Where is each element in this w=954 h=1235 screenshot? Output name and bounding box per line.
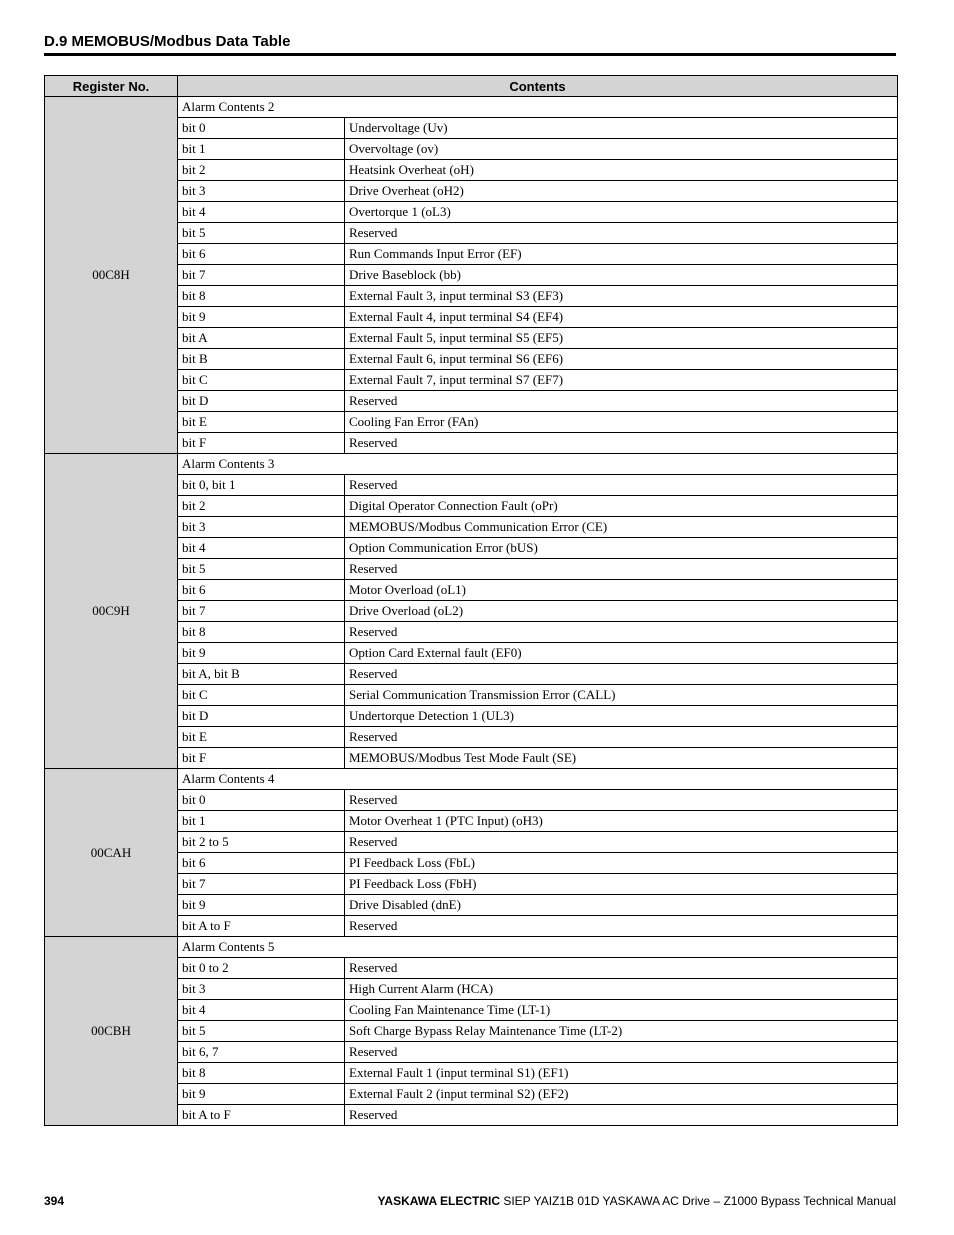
bit-cell: bit E	[178, 412, 345, 433]
description-cell: Cooling Fan Maintenance Time (LT-1)	[345, 1000, 898, 1021]
bit-cell: bit 8	[178, 286, 345, 307]
description-cell: Reserved	[345, 1042, 898, 1063]
description-cell: Drive Overload (oL2)	[345, 601, 898, 622]
bit-cell: bit 6	[178, 244, 345, 265]
description-cell: Reserved	[345, 727, 898, 748]
bit-cell: bit 0	[178, 118, 345, 139]
bit-cell: bit A to F	[178, 1105, 345, 1126]
bit-cell: bit 0, bit 1	[178, 475, 345, 496]
bit-cell: bit 3	[178, 181, 345, 202]
bit-cell: bit 7	[178, 601, 345, 622]
description-cell: Reserved	[345, 832, 898, 853]
bit-cell: bit 7	[178, 874, 345, 895]
section-title: D.9 MEMOBUS/Modbus Data Table	[44, 33, 896, 56]
bit-cell: bit 2 to 5	[178, 832, 345, 853]
description-cell: Option Card External fault (EF0)	[345, 643, 898, 664]
bit-cell: bit 8	[178, 1063, 345, 1084]
description-cell: External Fault 7, input terminal S7 (EF7)	[345, 370, 898, 391]
bit-cell: bit A, bit B	[178, 664, 345, 685]
bit-cell: bit 4	[178, 202, 345, 223]
description-cell: External Fault 6, input terminal S6 (EF6)	[345, 349, 898, 370]
bit-cell: bit 6, 7	[178, 1042, 345, 1063]
footer-manual-title	[378, 1194, 896, 1208]
description-cell: Reserved	[345, 958, 898, 979]
bit-cell: bit 3	[178, 979, 345, 1000]
description-cell: External Fault 3, input terminal S3 (EF3)	[345, 286, 898, 307]
bit-cell: bit 9	[178, 1084, 345, 1105]
description-cell: External Fault 1 (input terminal S1) (EF1)	[345, 1063, 898, 1084]
description-cell: Undervoltage (Uv)	[345, 118, 898, 139]
description-cell: PI Feedback Loss (FbH)	[345, 874, 898, 895]
table-group-title-row	[45, 937, 898, 958]
bit-cell: bit F	[178, 433, 345, 454]
description-cell: External Fault 2 (input terminal S2) (EF2)	[345, 1084, 898, 1105]
bit-cell: bit 4	[178, 1000, 345, 1021]
bit-cell: bit F	[178, 748, 345, 769]
bit-cell: bit 4	[178, 538, 345, 559]
bit-cell: bit A	[178, 328, 345, 349]
description-cell: Reserved	[345, 664, 898, 685]
footer-brand: YASKAWA ELECTRIC	[377, 1194, 500, 1208]
bit-cell: bit 0	[178, 790, 345, 811]
description-cell: Drive Baseblock (bb)	[345, 265, 898, 286]
bit-cell: bit E	[178, 727, 345, 748]
description-cell: Drive Overheat (oH2)	[345, 181, 898, 202]
description-cell: Run Commands Input Error (EF)	[345, 244, 898, 265]
bit-cell: bit 6	[178, 580, 345, 601]
description-cell: External Fault 4, input terminal S4 (EF4)	[345, 307, 898, 328]
table-header-row	[45, 76, 898, 97]
bit-cell: bit 5	[178, 559, 345, 580]
bit-cell: bit 2	[178, 496, 345, 517]
bit-cell: bit 5	[178, 223, 345, 244]
description-cell: Reserved	[345, 223, 898, 244]
table-group-title-row	[45, 454, 898, 475]
description-cell: Reserved	[345, 1105, 898, 1126]
description-cell: Motor Overload (oL1)	[345, 580, 898, 601]
page-number: 394	[44, 1194, 65, 1208]
alarm-contents-title: Alarm Contents 3	[178, 454, 898, 475]
description-cell: Undertorque Detection 1 (UL3)	[345, 706, 898, 727]
description-cell: Reserved	[345, 622, 898, 643]
description-cell: Reserved	[345, 916, 898, 937]
bit-cell: bit 2	[178, 160, 345, 181]
description-cell: Soft Charge Bypass Relay Maintenance Time (LT-2)	[345, 1021, 898, 1042]
description-cell: Reserved	[345, 475, 898, 496]
memobus-data-table	[44, 75, 898, 1126]
register-number-cell: 00CAH	[45, 769, 178, 937]
description-cell: Serial Communication Transmission Error (CALL)	[345, 685, 898, 706]
bit-cell: bit 1	[178, 811, 345, 832]
description-cell: Motor Overheat 1 (PTC Input) (oH3)	[345, 811, 898, 832]
description-cell: Cooling Fan Error (FAn)	[345, 412, 898, 433]
alarm-contents-title: Alarm Contents 4	[178, 769, 898, 790]
description-cell: External Fault 5, input terminal S5 (EF5)	[345, 328, 898, 349]
bit-cell: bit 3	[178, 517, 345, 538]
bit-cell: bit 6	[178, 853, 345, 874]
description-cell: Reserved	[345, 433, 898, 454]
description-cell: Reserved	[345, 391, 898, 412]
column-header-register: Register No.	[45, 76, 178, 97]
footer-manual-name: SIEP YAIZ1B 01D YASKAWA AC Drive – Z1000 Bypass Technical Manual	[503, 1194, 896, 1208]
table-group-title-row	[45, 769, 898, 790]
register-number-cell: 00CBH	[45, 937, 178, 1126]
table-body	[45, 97, 898, 1126]
bit-cell: bit A to F	[178, 916, 345, 937]
bit-cell: bit C	[178, 370, 345, 391]
register-number-cell: 00C8H	[45, 97, 178, 454]
description-cell: MEMOBUS/Modbus Communication Error (CE)	[345, 517, 898, 538]
description-cell: Reserved	[345, 790, 898, 811]
bit-cell: bit D	[178, 391, 345, 412]
bit-cell: bit 9	[178, 307, 345, 328]
description-cell: MEMOBUS/Modbus Test Mode Fault (SE)	[345, 748, 898, 769]
bit-cell: bit 9	[178, 643, 345, 664]
bit-cell: bit 9	[178, 895, 345, 916]
table-group-title-row	[45, 97, 898, 118]
description-cell: Option Communication Error (bUS)	[345, 538, 898, 559]
description-cell: Overtorque 1 (oL3)	[345, 202, 898, 223]
description-cell: PI Feedback Loss (FbL)	[345, 853, 898, 874]
register-number-cell: 00C9H	[45, 454, 178, 769]
description-cell: Drive Disabled (dnE)	[345, 895, 898, 916]
description-cell: Reserved	[345, 559, 898, 580]
bit-cell: bit 0 to 2	[178, 958, 345, 979]
description-cell: Digital Operator Connection Fault (oPr)	[345, 496, 898, 517]
alarm-contents-title: Alarm Contents 2	[178, 97, 898, 118]
bit-cell: bit 8	[178, 622, 345, 643]
description-cell: Heatsink Overheat (oH)	[345, 160, 898, 181]
bit-cell: bit 1	[178, 139, 345, 160]
bit-cell: bit 5	[178, 1021, 345, 1042]
description-cell: High Current Alarm (HCA)	[345, 979, 898, 1000]
alarm-contents-title: Alarm Contents 5	[178, 937, 898, 958]
bit-cell: bit B	[178, 349, 345, 370]
bit-cell: bit C	[178, 685, 345, 706]
description-cell: Overvoltage (ov)	[345, 139, 898, 160]
bit-cell: bit D	[178, 706, 345, 727]
column-header-contents: Contents	[178, 76, 898, 97]
bit-cell: bit 7	[178, 265, 345, 286]
